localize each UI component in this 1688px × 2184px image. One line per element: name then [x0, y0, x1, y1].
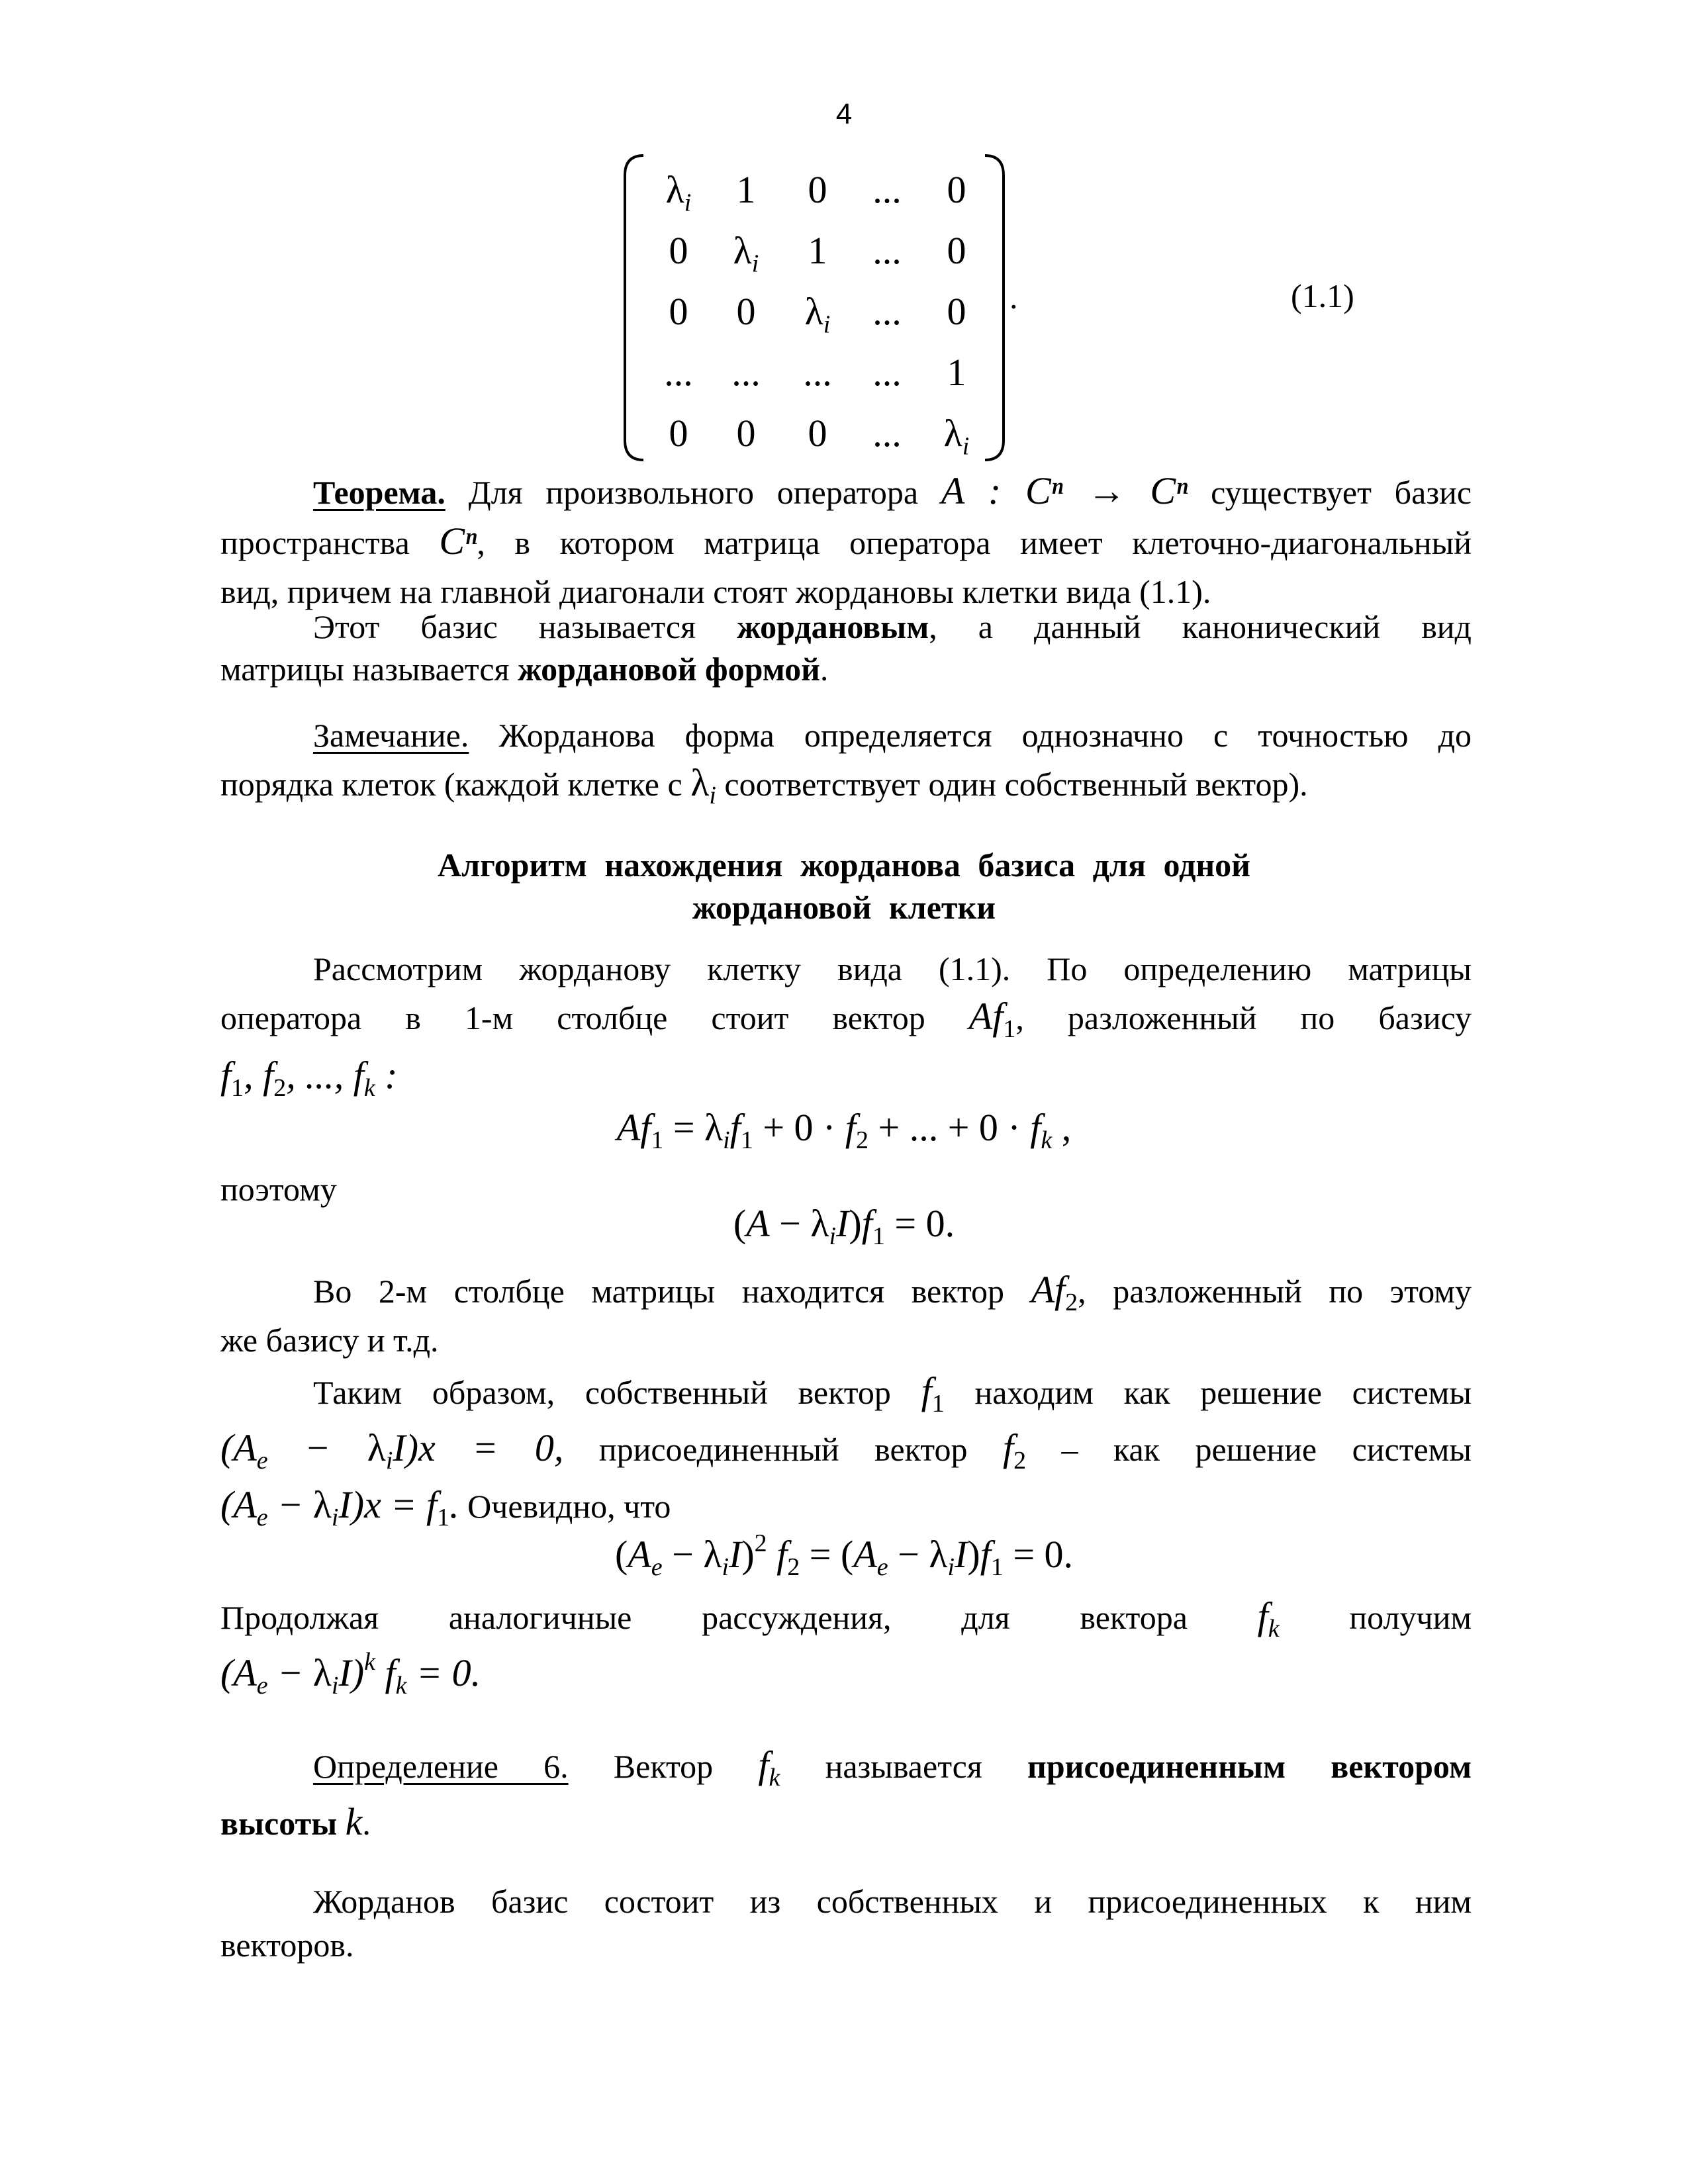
remark-text1: Жорданова форма определяется однозначно с точностью до — [498, 717, 1472, 754]
matrix-cell: 0 — [947, 229, 966, 272]
definition-paragraph: Определение 6. Вектор $f_k$ называется присоединенным вектором высоты k. — [220, 1743, 1472, 1843]
basis-note-p1: Этот базис называется — [313, 608, 696, 645]
jordan-block-matrix — [622, 149, 1006, 467]
definition-k: k — [345, 1800, 363, 1843]
basis-note-p2: , а данный канонический вид — [929, 608, 1472, 645]
matrix-cell: ... — [872, 290, 902, 333]
matrix-cell: $\lambda_i$ — [665, 168, 692, 217]
algorithm-p3b: , разложенный по этому — [1078, 1273, 1472, 1310]
closing-line1: Жорданов базис состоит из собственных и присоединенных к ним — [313, 1883, 1472, 1920]
algorithm-p5b: получим — [1349, 1599, 1472, 1636]
matrix-cell: 1 — [947, 351, 966, 394]
definition-b: называется — [825, 1748, 982, 1785]
definition-a: Вектор — [613, 1748, 714, 1785]
definition-title: Определение 6. — [313, 1748, 569, 1785]
term-jordan-basis: жордановым — [737, 608, 929, 645]
matrix-cell: 0 — [669, 412, 688, 455]
theorem-line2-start: пространства — [220, 524, 410, 561]
matrix-cell: 0 — [736, 412, 756, 455]
lambda-symbol: λ — [690, 761, 710, 804]
matrix-trailing-period: . — [1009, 279, 1018, 316]
matrix-cell: ... — [872, 412, 902, 455]
matrix-cell: 0 — [947, 168, 966, 211]
basis-note-p3: матрицы называется — [220, 651, 510, 688]
section-heading — [0, 844, 1688, 929]
theorem-intro: Для произвольного оператора — [468, 474, 919, 511]
matrix-cell: $\lambda_i$ — [733, 229, 759, 278]
definition-term: присоединенным вектором — [1027, 1748, 1472, 1785]
theorem-line2-end: , в котором матрица оператора имеет клеточно-диагональный — [477, 524, 1472, 561]
matrix-cell: 0 — [808, 168, 827, 211]
matrix-cell: 0 — [669, 229, 688, 272]
algorithm-p3c: же базису и т.д. — [220, 1322, 439, 1359]
algorithm-p1: Рассмотрим жорданову клетку вида (1.1). По определению матрицы — [313, 950, 1472, 987]
matrix-cell: 0 — [736, 290, 756, 333]
equation-label: (1.1) — [1291, 277, 1354, 314]
algorithm-p3a: Во 2-м столбце матрицы находится вектор — [313, 1273, 1005, 1310]
definition-term2: высоты — [220, 1805, 338, 1842]
matrix-cell: ... — [664, 351, 693, 394]
matrix-cell: 0 — [947, 290, 966, 333]
algorithm-paragraph-4: Продолжая аналогичные рассуждения, для вектора $f_k$ получим $(A_e - \lambda_iI)^k$ $f_k = 0$. — [220, 1594, 1472, 1700]
matrix-cell: $\lambda_i$ — [943, 412, 970, 461]
remark-text2: порядка клеток (каждой клетке с — [220, 766, 682, 803]
algorithm-paragraph-1: Рассмотрим жорданову клетку вида (1.1). По определению матрицы оператора в 1-м столбце стоит вектор $Af_1$, разложенный по базису — [220, 945, 1472, 1042]
algorithm-p4c: присоединенный вектор — [598, 1431, 968, 1468]
section-heading-line2: жордановой клетки — [692, 889, 996, 926]
matrix-cell: 0 — [808, 412, 827, 455]
matrix-cell: ... — [803, 351, 832, 394]
equation-eigen: $(A - \lambda_iI)f_1 = 0$. — [733, 1202, 955, 1250]
closing-paragraph — [220, 1880, 1472, 1967]
matrix-cell: 1 — [736, 168, 756, 211]
equation-af1: $Af_1 = \lambda_if_1 + 0 \cdot f_2$ + ... + $0 \cdot f_k$ , — [616, 1106, 1072, 1154]
algorithm-p5a: Продолжая аналогичные рассуждения, для вектора — [220, 1599, 1188, 1636]
theorem-after-map: существует базис — [1211, 474, 1472, 511]
equation-square: $(A_e - \lambda_iI)^2$ $f_2 = (A_e - \lambda_iI)f_1 = 0$. — [614, 1529, 1074, 1581]
lambda-subscript: i — [709, 782, 716, 809]
remark-paragraph — [220, 711, 1472, 808]
closing-line2: векторов. — [220, 1927, 354, 1964]
basis-note-p4: . — [820, 651, 829, 688]
matrix-cell: 1 — [808, 229, 827, 272]
section-heading-line1: Алгоритм нахождения жорданова базиса для одной — [437, 846, 1250, 884]
theorem-line3: вид, причем на главной диагонали стоят жордановы клетки вида (1.1). — [220, 573, 1211, 610]
theorem-title: Теорема. — [313, 474, 445, 511]
algorithm-paragraph-2: Во 2-м столбце матрицы находится вектор $Af_2$, разложенный по этому же базису и т.д. — [220, 1265, 1472, 1365]
matrix-cell: 0 — [669, 290, 688, 333]
basis-note-paragraph — [220, 606, 1472, 690]
algorithm-p4d: – как решение системы — [1061, 1431, 1472, 1468]
so-word: поэтому — [220, 1171, 337, 1208]
algorithm-p2b: , разложенный по базису — [1015, 999, 1472, 1036]
algorithm-p4e: Очевидно, что — [467, 1488, 671, 1525]
theorem-map: A : Cⁿ → Cⁿ — [941, 469, 1188, 512]
theorem-paragraph — [220, 467, 1472, 616]
algorithm-p4b: находим как решение системы — [974, 1374, 1472, 1411]
matrix-cell: $\lambda_i$ — [804, 290, 831, 339]
remark-text3: соответствует один собственный вектор). — [724, 766, 1308, 803]
term-jordan-form: жордановой формой — [518, 651, 820, 688]
basis-list: $f_1$, $f_2$, ..., $f_k$ : — [220, 1054, 398, 1102]
matrix-cell: ... — [872, 351, 902, 394]
page-number: 4 — [835, 98, 853, 130]
matrix-cell: ... — [872, 168, 902, 211]
algorithm-p4a: Таким образом, собственный вектор — [313, 1374, 891, 1411]
definition-end: . — [362, 1805, 371, 1842]
algorithm-p2a: оператора в 1-м столбце стоит вектор — [220, 999, 925, 1036]
algorithm-paragraph-3: Таким образом, собственный вектор $f_1$ находим как решение системы $(A_e - \lambda_iI)x = 0$, присоединенный вектор $f_2$ – как решение системы $(A_e - \lambda_iI)x = f_1$. Очевидно, что — [220, 1369, 1472, 1531]
matrix-cell: ... — [731, 351, 761, 394]
matrix-cell: ... — [872, 229, 902, 272]
remark-title: Замечание. — [313, 717, 469, 754]
theorem-space: Cⁿ — [439, 520, 477, 563]
